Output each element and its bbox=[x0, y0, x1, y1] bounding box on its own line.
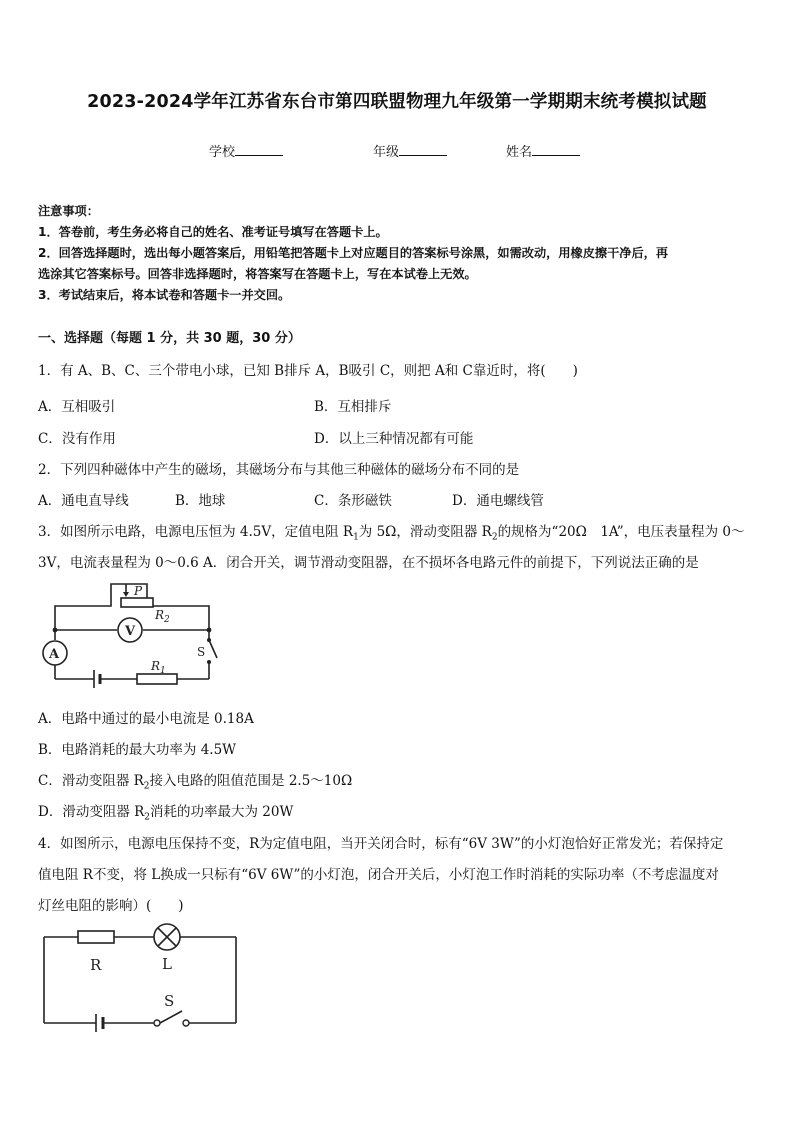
slider-arrow-icon bbox=[123, 592, 129, 597]
q1-option-d: D．以上三种情况都有可能 bbox=[314, 431, 474, 447]
q4-stem-line1: 4．如图所示，电源电压保持不变，R为定值电阻，当开关闭合时，标有“6V 3W”的小灯泡恰好正常发光；若保持定 bbox=[38, 836, 724, 852]
school-blank bbox=[235, 143, 283, 156]
q2-option-d: D．通电螺线管 bbox=[452, 493, 544, 509]
section-heading: 一、选择题（每题 1 分，共 30 题，30 分） bbox=[38, 331, 301, 346]
school-field bbox=[209, 141, 283, 160]
grade-label: 年级 bbox=[373, 145, 400, 160]
label-p: P bbox=[134, 584, 143, 598]
q4-stem-line3: 灯丝电阻的影响）( ) bbox=[38, 898, 184, 914]
notice-item: 3．考试结束后，将本试卷和答题卡一并交回。 bbox=[38, 288, 291, 302]
notice-item: 1．答卷前，考生务必将自己的姓名、准考证号填写在答题卡上。 bbox=[38, 225, 388, 239]
q3-stem-line2: 3V，电流表量程为 0～0.6 A．闭合开关，调节滑动变阻器，在不损坏各电路元件的前提下，下列说法正确的是 bbox=[38, 555, 699, 571]
name-label: 姓名 bbox=[506, 145, 533, 160]
q4-circuit-figure bbox=[40, 922, 245, 1034]
page-title: 2023-2024学年江苏省东台市第四联盟物理九年级第一学期期末统考模拟试题 bbox=[87, 92, 707, 112]
ammeter-icon: A bbox=[49, 647, 60, 662]
q3-option-b: B．电路消耗的最大功率为 4.5W bbox=[38, 742, 237, 758]
q2-option-a: A．通电直导线 bbox=[38, 493, 129, 509]
name-field bbox=[506, 141, 580, 160]
q3-stem-line1: 3．如图所示电路，电源电压恒为 4.5V，定值电阻 $R_1$为 5Ω，滑动变阻器 $R_2$的规格为“20Ω 1A”，电压表量程为 0～ bbox=[38, 524, 745, 543]
notice-item: 选涂其它答案标号。回答非选择题时，将答案写在答题卡上，写在本试卷上无效。 bbox=[38, 267, 477, 281]
q1-option-a: A．互相吸引 bbox=[38, 399, 116, 415]
notice-item: 2．回答选择题时，选出每小题答案后，用铅笔把答题卡上对应题目的答案标号涂黑，如需改动，用橡皮擦干净后，再 bbox=[38, 246, 669, 260]
label-s: S bbox=[164, 992, 175, 1010]
q2-stem: 2．下列四种磁体中产生的磁场，其磁场分布与其他三种磁体的磁场分布不同的是 bbox=[38, 462, 520, 478]
name-blank bbox=[532, 143, 580, 156]
q1-option-c: C．没有作用 bbox=[38, 431, 116, 447]
label-l: L bbox=[162, 955, 172, 973]
q2-option-c: C．条形磁铁 bbox=[314, 493, 392, 509]
label-r2: $R_2$ bbox=[155, 608, 170, 625]
q3-option-a: A．电路中通过的最小电流是 0.18A bbox=[38, 711, 254, 727]
q3-option-c: C．滑动变阻器 $R_2$接入电路的阻值范围是 2.5～10Ω bbox=[38, 773, 353, 792]
grade-field bbox=[373, 141, 447, 160]
q2-option-b: B．地球 bbox=[175, 493, 226, 509]
q3-option-d: D．滑动变阻器 $R_2$消耗的功率最大为 20W bbox=[38, 804, 294, 823]
label-r1: $R_1$ bbox=[151, 659, 166, 676]
q1-option-b: B．互相排斥 bbox=[314, 399, 392, 415]
q4-stem-line2: 值电阻 R不变，将 L换成一只标有“6V 6W”的小灯泡，闭合开关后，小灯泡工作时消耗的实际功率（不考虑温度对 bbox=[38, 867, 719, 883]
voltmeter-icon: V bbox=[125, 624, 136, 639]
q3-circuit-figure bbox=[37, 578, 227, 698]
label-s: S bbox=[197, 645, 206, 659]
label-r: R bbox=[90, 956, 102, 974]
school-label: 学校 bbox=[209, 145, 236, 160]
q1-stem: 1．有 A、B、C、三个带电小球，已知 B排斥 A，B吸引 C，则把 A和 C靠近时，将( ) bbox=[38, 363, 578, 379]
notice-block bbox=[38, 201, 668, 306]
grade-blank bbox=[399, 143, 447, 156]
notice-heading: 注意事项： bbox=[38, 204, 99, 218]
